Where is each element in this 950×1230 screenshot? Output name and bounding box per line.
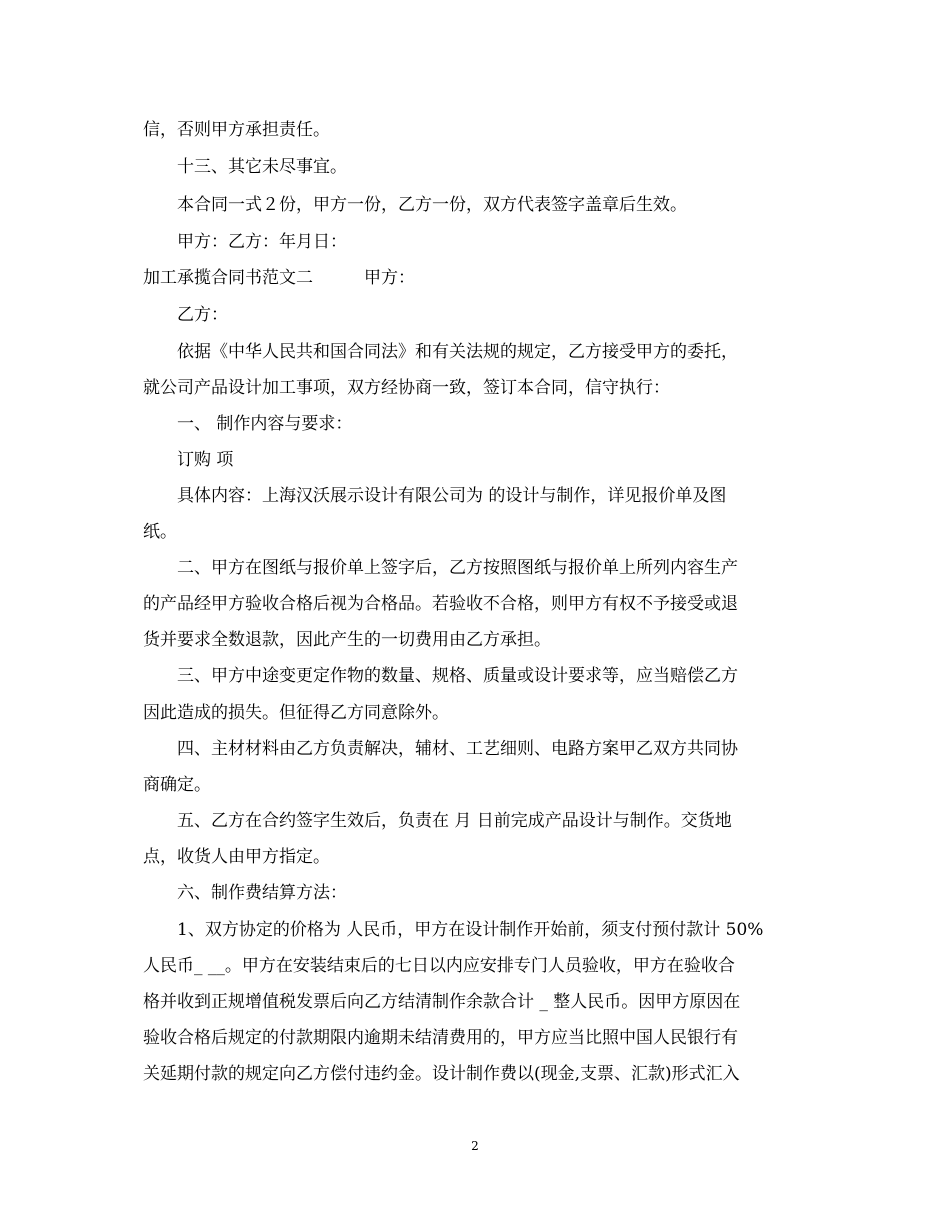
text-line: 纸。: [143, 522, 177, 542]
text-line: 格并收到正规增值税发票后向乙方结清制作余款合计 _ 整人民币。因甲方原因在: [143, 992, 741, 1012]
text-line: 商确定。: [143, 775, 211, 795]
text-line: 五、乙方在合约签字生效后，负责在 月 日前完成产品设计与制作。交货地: [177, 811, 732, 831]
text-line: 验收合格后规定的付款期限内逾期未结清费用的，甲方应当比照中国人民银行有: [143, 1028, 738, 1048]
text-line: 甲方：乙方：年月日：: [177, 232, 347, 252]
text-line: 二、甲方在图纸与报价单上签字后，乙方按照图纸与报价单上所列内容生产: [177, 558, 738, 578]
text-line: 就公司产品设计加工事项，双方经协商一致，签订本合同，信守执行：: [143, 378, 670, 398]
text-line: 乙方：: [177, 305, 228, 325]
text-line: 因此造成的损失。但征得乙方同意除外。: [143, 703, 449, 723]
text-line: 点，收货人由甲方指定。: [143, 847, 330, 867]
text-line: 六、制作费结算方法：: [177, 883, 347, 903]
text-line: 具体内容：上海汉沃展示设计有限公司为 的设计与制作，详见报价单及图: [177, 486, 727, 506]
text-line: 货并要求全数退款，因此产生的一切费用由乙方承担。: [143, 630, 551, 650]
page-number: 2: [471, 1139, 479, 1153]
text-line: 关延期付款的规定向乙方偿付违约金。设计制作费以(现金,支票、汇款)形式汇入: [143, 1064, 740, 1084]
text-line: 四、主材材料由乙方负责解决，辅材、工艺细则、电路方案甲乙双方共同协: [177, 739, 738, 759]
text-line: 本合同一式２份，甲方一份，乙方一份，双方代表签字盖章后生效。: [177, 195, 687, 215]
text-line: 订购 项: [177, 450, 234, 470]
text-line: 的产品经甲方验收合格后视为合格品。若验收不合格，则甲方有权不予接受或退: [143, 594, 738, 614]
section-heading: 加工承揽合同书范文二 甲方：: [143, 268, 415, 288]
text-line: 人民币_ __。甲方在安装结束后的七日以内应安排专门人员验收，甲方在验收合: [143, 956, 735, 976]
text-line: 一、 制作内容与要求：: [177, 414, 353, 434]
text-line: 依据《中华人民共和国合同法》和有关法规的规定，乙方接受甲方的委托，: [177, 342, 738, 362]
text-line: 信，否则甲方承担责任。: [143, 120, 330, 140]
text-line: 三、甲方中途变更定作物的数量、规格、质量或设计要求等，应当赔偿乙方: [177, 666, 738, 686]
text-line: 1、双方协定的价格为 人民币，甲方在设计制作开始前，须支付预付款计 50%: [177, 920, 764, 940]
text-line: 十三、其它未尽事宜。: [177, 157, 347, 177]
